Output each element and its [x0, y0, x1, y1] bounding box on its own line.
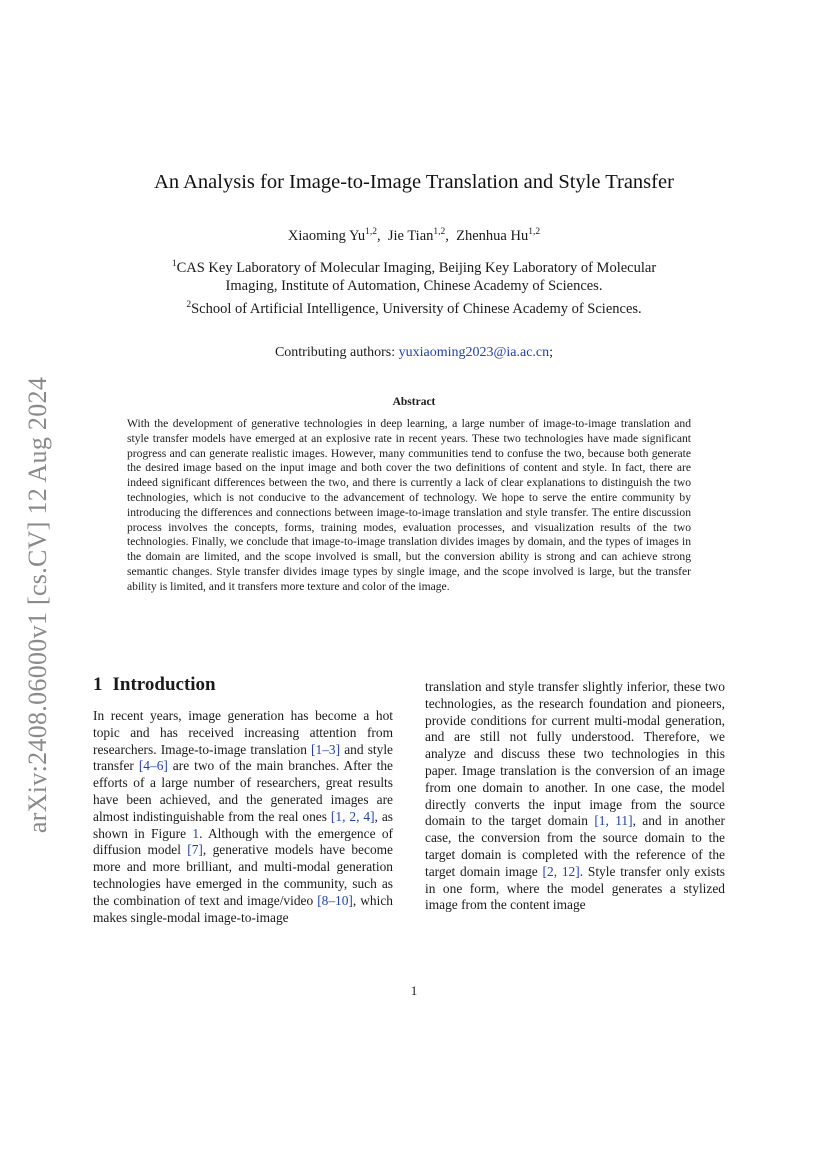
author-affil-sup: 1,2	[433, 227, 446, 237]
author-name: Xiaoming Yu	[287, 227, 366, 244]
author-affil-sup: 1,2	[365, 227, 377, 237]
citation-link[interactable]: [1–3]	[311, 741, 341, 757]
author-name: Zhenhua Hu	[456, 227, 529, 244]
citation-link[interactable]: [1, 11]	[594, 813, 633, 829]
left-column-text	[93, 708, 393, 926]
abstract-heading: Abstract	[392, 396, 436, 408]
citation-link[interactable]: [8–10]	[317, 892, 353, 908]
author-affil-sup: 1,2	[528, 227, 541, 237]
affil-line: Imaging, Institute of Automation, Chinese Academy of Sciences.	[225, 278, 603, 295]
text-span: . Although with the emergence of diffusion model	[93, 825, 393, 858]
text-span: translation and style transfer slightly inferior, these two technologies, as the research foundation and pioneers, provide conditions for current multi-modal generation, and are still not fully understood. Therefore, we analyze and discuss these two technologies in this paper. Image translation is the conversion of an image from one domain to another. In one case, the model directly converts the input image from the source domain to the target domain	[425, 679, 725, 829]
arxiv-identifier-text: arXiv:2408.06000v1 [cs.CV] 12 Aug 2024	[23, 376, 53, 834]
citation-link[interactable]: [1, 2, 4]	[330, 808, 375, 824]
section-number: 1	[93, 674, 103, 695]
affil-line: CAS Key Laboratory of Molecular Imaging, Beijing Key Laboratory of Molecular	[176, 259, 657, 276]
citation-link[interactable]: [4–6]	[138, 758, 168, 774]
text-span: . Style transfer only exists in one form, where the model generates a stylized image from the content image	[425, 863, 726, 913]
affil-sup: 1	[171, 259, 177, 269]
arxiv-identifier	[18, 360, 58, 850]
text-span: , generative models have become more and more brilliant, and multi-modal generation technologies have emerged in the community, such as the combination of text and image/video	[93, 842, 393, 908]
affil-sup: 2	[186, 299, 192, 310]
figure-link[interactable]: 1	[192, 825, 200, 841]
contributing-authors	[0, 345, 828, 361]
author-list: Xiaoming Yu$^{1,2}$, Jie Tian$^{1,2}$, Zhenhua Hu$^{1,2}$	[287, 227, 541, 244]
text-span: , and in another case, the conversion from the source domain to the target domain is completed with the reference of the target domain image	[425, 813, 725, 879]
text-span: are two of the main branches. After the efforts of a large number of researchers, great results have been achieved, and the generated images are almost indistinguishable from the real ones	[93, 758, 393, 824]
text-span: , as shown in Figure	[93, 808, 393, 841]
email-link[interactable]: yuxiaoming2023@ia.ac.cn	[398, 345, 550, 360]
citation-link[interactable]: [2, 12]	[542, 863, 580, 879]
text-span: and style transfer	[93, 741, 393, 774]
paper-title: An Analysis for Image-to-Image Translation and Style Transfer	[154, 171, 674, 193]
citation-link[interactable]: [7]	[187, 842, 203, 858]
author-name: Jie Tian	[387, 227, 434, 244]
contributing-suffix: ;	[549, 345, 554, 360]
abstract-text: With the development of generative technologies in deep learning, a large number of image-to-image translation and style transfer models have emerged at an explosive rate in recent years. These two technologies have made significant progress and can generate realistic images. However, many communities tend to confuse the two, because both generate the desired image based on the input image and both cover the two definitions of content and style. In fact, there are indeed significant differences between the two, and there is currently a lack of clear explanations to distinguish the two technologies, which is not conducive to the advancement of technology. We hope to serve the entire community by introducing the differences and connections between image-to-image translation and style transfer. The entire discussion process involves the concepts, forms, training modes, evaluation processes, and visualization results of the two technologies. Finally, we conclude that image-to-image translation divides images by domain, and the types of images in the domain are limited, and the scope involved is small, but the conversion ability is strong and can achieve strong semantic changes. Style transfer divides image types by single image, and the scope involved is large, but the transfer ability is limited, and it transfers more texture and color of the image.	[127, 417, 691, 593]
affil-line: School of Artificial Intelligence, University of Chinese Academy of Sciences.	[191, 300, 642, 317]
page-number: 1	[410, 983, 418, 998]
right-column-text	[425, 679, 725, 914]
section-heading	[93, 674, 216, 696]
text-span: , which makes single-modal image-to-image	[93, 892, 393, 925]
section-title: Introduction	[112, 674, 216, 695]
contributing-label: Contributing authors:	[274, 345, 399, 360]
affiliations	[0, 255, 828, 318]
text-span: In recent years, image generation has become a hot topic and has received increasing attention from researchers. Image-to-image translation	[93, 708, 393, 757]
